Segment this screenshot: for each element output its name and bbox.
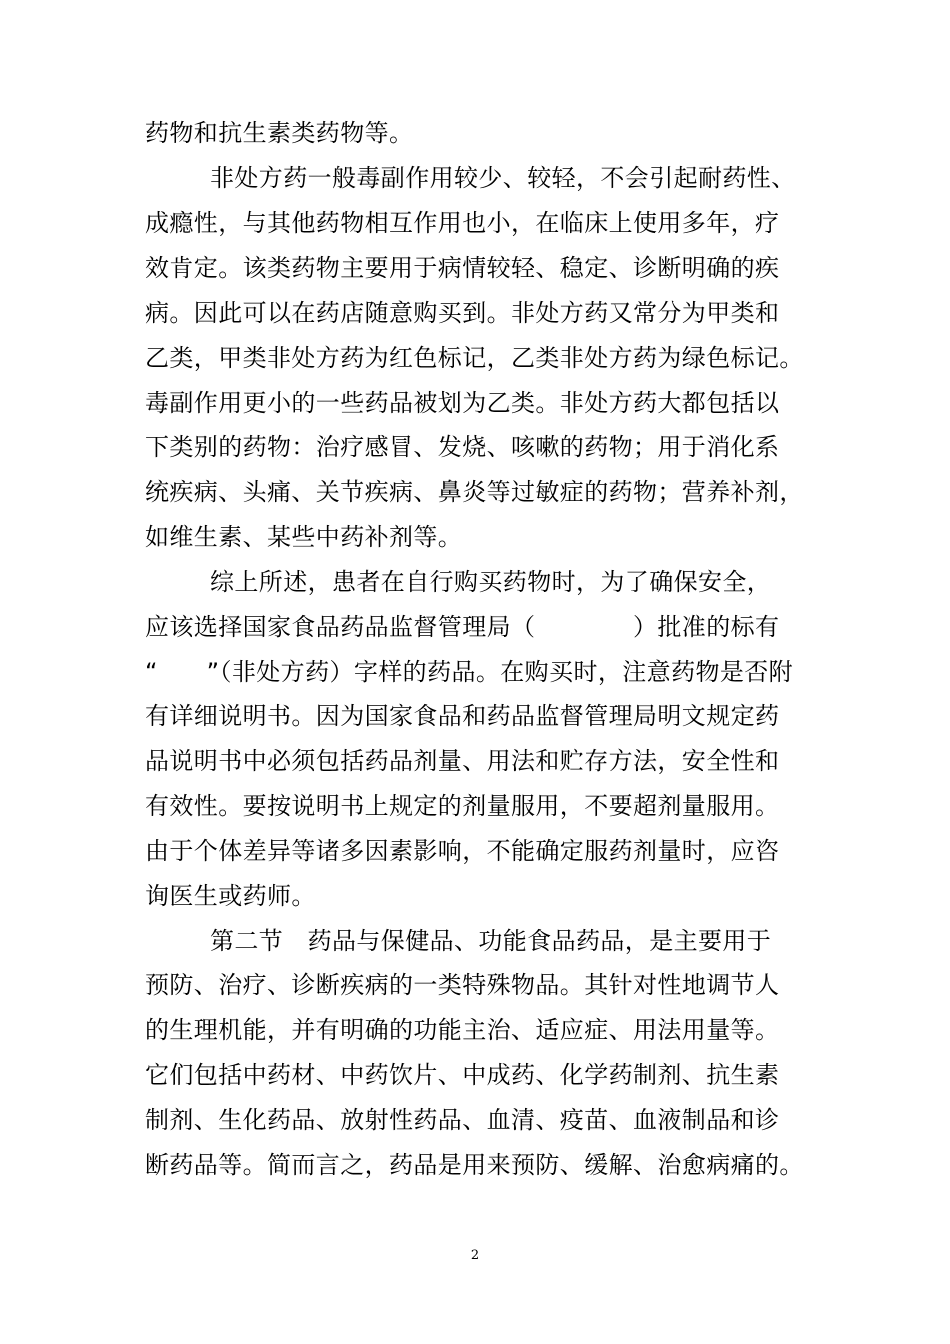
text-line: 下类别的药物：治疗感冒、发烧、咳嗽的药物；用于消化系 <box>145 433 780 461</box>
text-line: 由于个体差异等诸多因素影响，不能确定服药剂量时，应咨 <box>145 837 780 865</box>
text-line: 询医生或药师。 <box>145 882 316 910</box>
text-line: 病。因此可以在药店随意购买到。非处方药又常分为甲类和 <box>145 299 780 327</box>
section-heading-line: 第二节 药品与保健品、功能食品药品，是主要用于 <box>210 927 772 955</box>
text-line: 效肯定。该类药物主要用于病情较轻、稳定、诊断明确的疾 <box>145 254 780 282</box>
text-line: 它们包括中药材、中药饮片、中成药、化学药制剂、抗生素 <box>145 1061 780 1089</box>
text-line: 成瘾性，与其他药物相互作用也小，在临床上使用多年，疗 <box>145 209 780 237</box>
text-line: 毒副作用更小的一些药品被划为乙类。非处方药大都包括以 <box>145 389 780 417</box>
text-line: 品说明书中必须包括药品剂量、用法和贮存方法，安全性和 <box>145 747 780 775</box>
paragraph-start-line: 非处方药一般毒副作用较少、较轻，不会引起耐药性、 <box>210 164 796 192</box>
text-line: 的生理机能，并有明确的功能主治、适应症、用法用量等。 <box>145 1016 780 1044</box>
text-line: 乙类，甲类非处方药为红色标记，乙类非处方药为绿色标记。 <box>145 344 804 372</box>
text-line: 有详细说明书。因为国家食品和药品监督管理局明文规定药 <box>145 702 780 730</box>
page-number: 2 <box>470 1248 480 1263</box>
text-line: 制剂、生化药品、放射性药品、血清、疫苗、血液制品和诊 <box>145 1106 780 1134</box>
text-line: 统疾病、头痛、关节疾病、鼻炎等过敏症的药物；营养补剂， <box>145 478 804 506</box>
paragraph-start-line: 综上所述，患者在自行购买药物时，为了确保安全， <box>210 568 772 596</box>
text-line: 如维生素、某些中药补剂等。 <box>145 523 463 551</box>
text-line: 药物和抗生素类药物等。 <box>145 119 414 147</box>
text-line: 断药品等。简而言之，药品是用来预防、缓解、治愈病痛的。 <box>145 1151 804 1179</box>
text-line: 有效性。要按说明书上规定的剂量服用，不要超剂量服用。 <box>145 792 780 820</box>
text-line: 预防、治疗、诊断疾病的一类特殊物品。其针对性地调节人 <box>145 971 780 999</box>
text-line: “ ”（非处方药）字样的药品。在购买时，注意药物是否附 <box>145 658 794 686</box>
text-line: 应该选择国家食品药品监督管理局（ ）批准的标有 <box>145 613 780 641</box>
